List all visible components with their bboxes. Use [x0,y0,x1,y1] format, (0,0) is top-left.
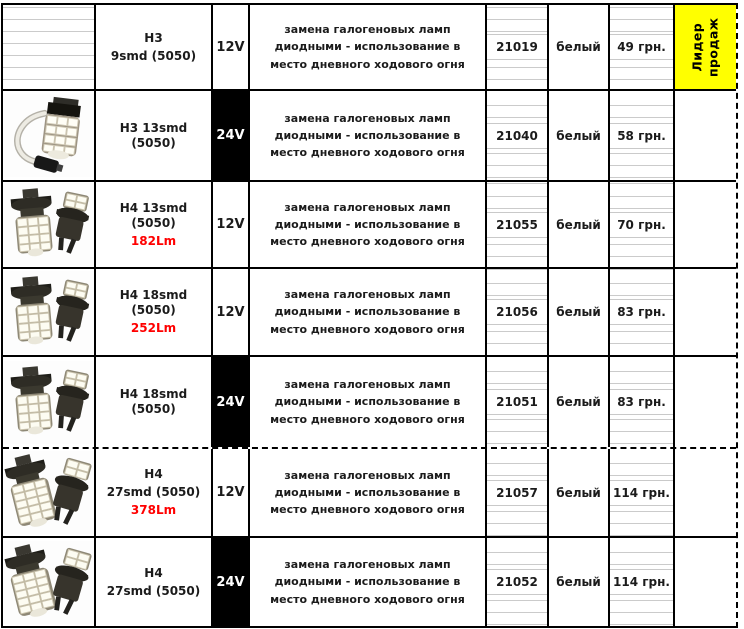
color-value: белый [556,575,601,589]
bestseller-badge-text [689,17,722,77]
article-code: 21040 [487,123,547,149]
color-value: белый [556,305,601,319]
product-name-line2: 9smd (5050) [110,48,197,63]
price-cell [610,5,675,89]
product-name-cell [96,5,213,89]
table-row [3,91,736,182]
price-value: 114 грн. [610,480,673,506]
voltage-value: 24V [216,574,245,590]
product-photo-cell [3,5,96,89]
product-name: H4 13smd (5050) [119,200,188,230]
voltage-cell [213,269,250,355]
product-name: H3 13smd (5050) [119,120,188,150]
article-code: 21052 [487,569,547,595]
product-photo-cell [3,182,96,267]
color-value: белый [556,485,601,500]
product-name-cell [96,357,213,447]
description-text: замена галогеновых ламп диодными - использование в место дневного ходового огня [270,558,465,606]
product-name-cell [96,449,213,536]
voltage-cell [213,538,250,626]
price-cell [610,538,675,626]
product-photo-cell [3,538,96,626]
price-value: 83 грн. [610,299,673,325]
badge-cell-empty [675,91,736,180]
color-value: белый [556,217,601,232]
price-value: 58 грн. [610,123,673,149]
product-photo-cell [3,449,96,536]
code-cell [487,91,549,180]
product-name: H4 [144,565,163,580]
article-code: 21051 [487,389,547,415]
product-photo [4,541,94,624]
product-name-line2: 27smd (5050) [106,485,201,499]
price-list-table [1,3,738,628]
color-cell [549,5,610,89]
description-text: замена галогеновых ламп диодными - использование в место дневного ходового огня [270,200,465,249]
badge-word-1: Лидер [689,22,705,72]
color-value: белый [556,40,601,54]
table-row [3,357,736,449]
color-cell [549,91,610,180]
voltage-cell [213,91,250,180]
badge-cell-empty [675,449,736,536]
product-name-cell [96,269,213,355]
description-text: замена галогеновых ламп диодными - использование в место дневного ходового огня [270,288,465,336]
description-text: замена галогеновых ламп диодными - использование в место дневного ходового огня [270,23,465,71]
badge-word-2: продаж [705,17,721,77]
voltage-cell [213,357,250,447]
price-value: 70 грн. [610,212,673,238]
product-photo [4,183,94,266]
table-row [3,449,736,538]
color-cell [549,449,610,536]
badge-cell-empty [675,182,736,267]
article-code: 21057 [487,480,547,506]
lumens-value: 378Lm [130,503,177,517]
badge-cell-empty [675,538,736,626]
price-cell [610,449,675,536]
lumens-value: 182Lm [130,233,177,248]
description-cell [250,538,487,626]
description-text: замена галогеновых ламп диодными - использование в место дневного ходового огня [270,378,465,426]
color-value: белый [556,395,601,409]
product-name: H3 [144,30,163,45]
description-cell [250,357,487,447]
badge-cell-empty [675,269,736,355]
badge-cell-empty [675,357,736,447]
code-cell [487,269,549,355]
price-value: 49 грн. [610,34,673,60]
table-row [3,269,736,357]
table-row [3,5,736,91]
price-cell [610,357,675,447]
bestseller-badge [675,5,736,89]
product-photo [4,361,94,444]
product-photo-cell [3,269,96,355]
voltage-value: 12V [216,39,245,55]
color-cell [549,182,610,267]
description-text: замена галогеновых ламп диодными - использование в место дневного ходового огня [270,111,465,160]
product-photo [4,271,94,354]
product-name: H4 18smd (5050) [119,387,188,416]
voltage-value: 12V [216,485,245,500]
price-cell [610,182,675,267]
table-row [3,182,736,269]
article-code: 21056 [487,299,547,325]
description-cell [250,182,487,267]
price-cell [610,269,675,355]
description-cell [250,449,487,536]
product-name: H4 [144,467,163,481]
product-name-line2: 27smd (5050) [106,583,201,598]
price-value: 114 грн. [610,569,673,595]
voltage-value: 24V [216,394,245,410]
color-cell [549,269,610,355]
code-cell [487,538,549,626]
color-value: белый [556,128,601,143]
description-cell [250,5,487,89]
product-name-cell [96,182,213,267]
description-cell [250,269,487,355]
description-cell [250,91,487,180]
description-text: замена галогеновых ламп диодными - использование в место дневного ходового огня [270,468,465,517]
voltage-cell [213,449,250,536]
color-cell [549,538,610,626]
voltage-value: 24V [216,128,245,143]
product-photo-cell [3,357,96,447]
lumens-value: 252Lm [130,321,177,335]
price-cell [610,91,675,180]
voltage-cell [213,182,250,267]
code-cell [487,449,549,536]
voltage-value: 12V [216,217,245,232]
code-cell [487,357,549,447]
voltage-cell [213,5,250,89]
product-photo [4,451,94,534]
product-name: H4 18smd (5050) [119,288,188,317]
code-cell [487,5,549,89]
price-value: 83 грн. [610,389,673,415]
product-name-cell [96,538,213,626]
color-cell [549,357,610,447]
product-photo [4,94,94,177]
voltage-value: 12V [216,304,245,320]
product-name-cell [96,91,213,180]
table-row [3,538,736,626]
code-cell [487,182,549,267]
article-code: 21019 [487,34,547,60]
article-code: 21055 [487,212,547,238]
product-photo-cell [3,91,96,180]
